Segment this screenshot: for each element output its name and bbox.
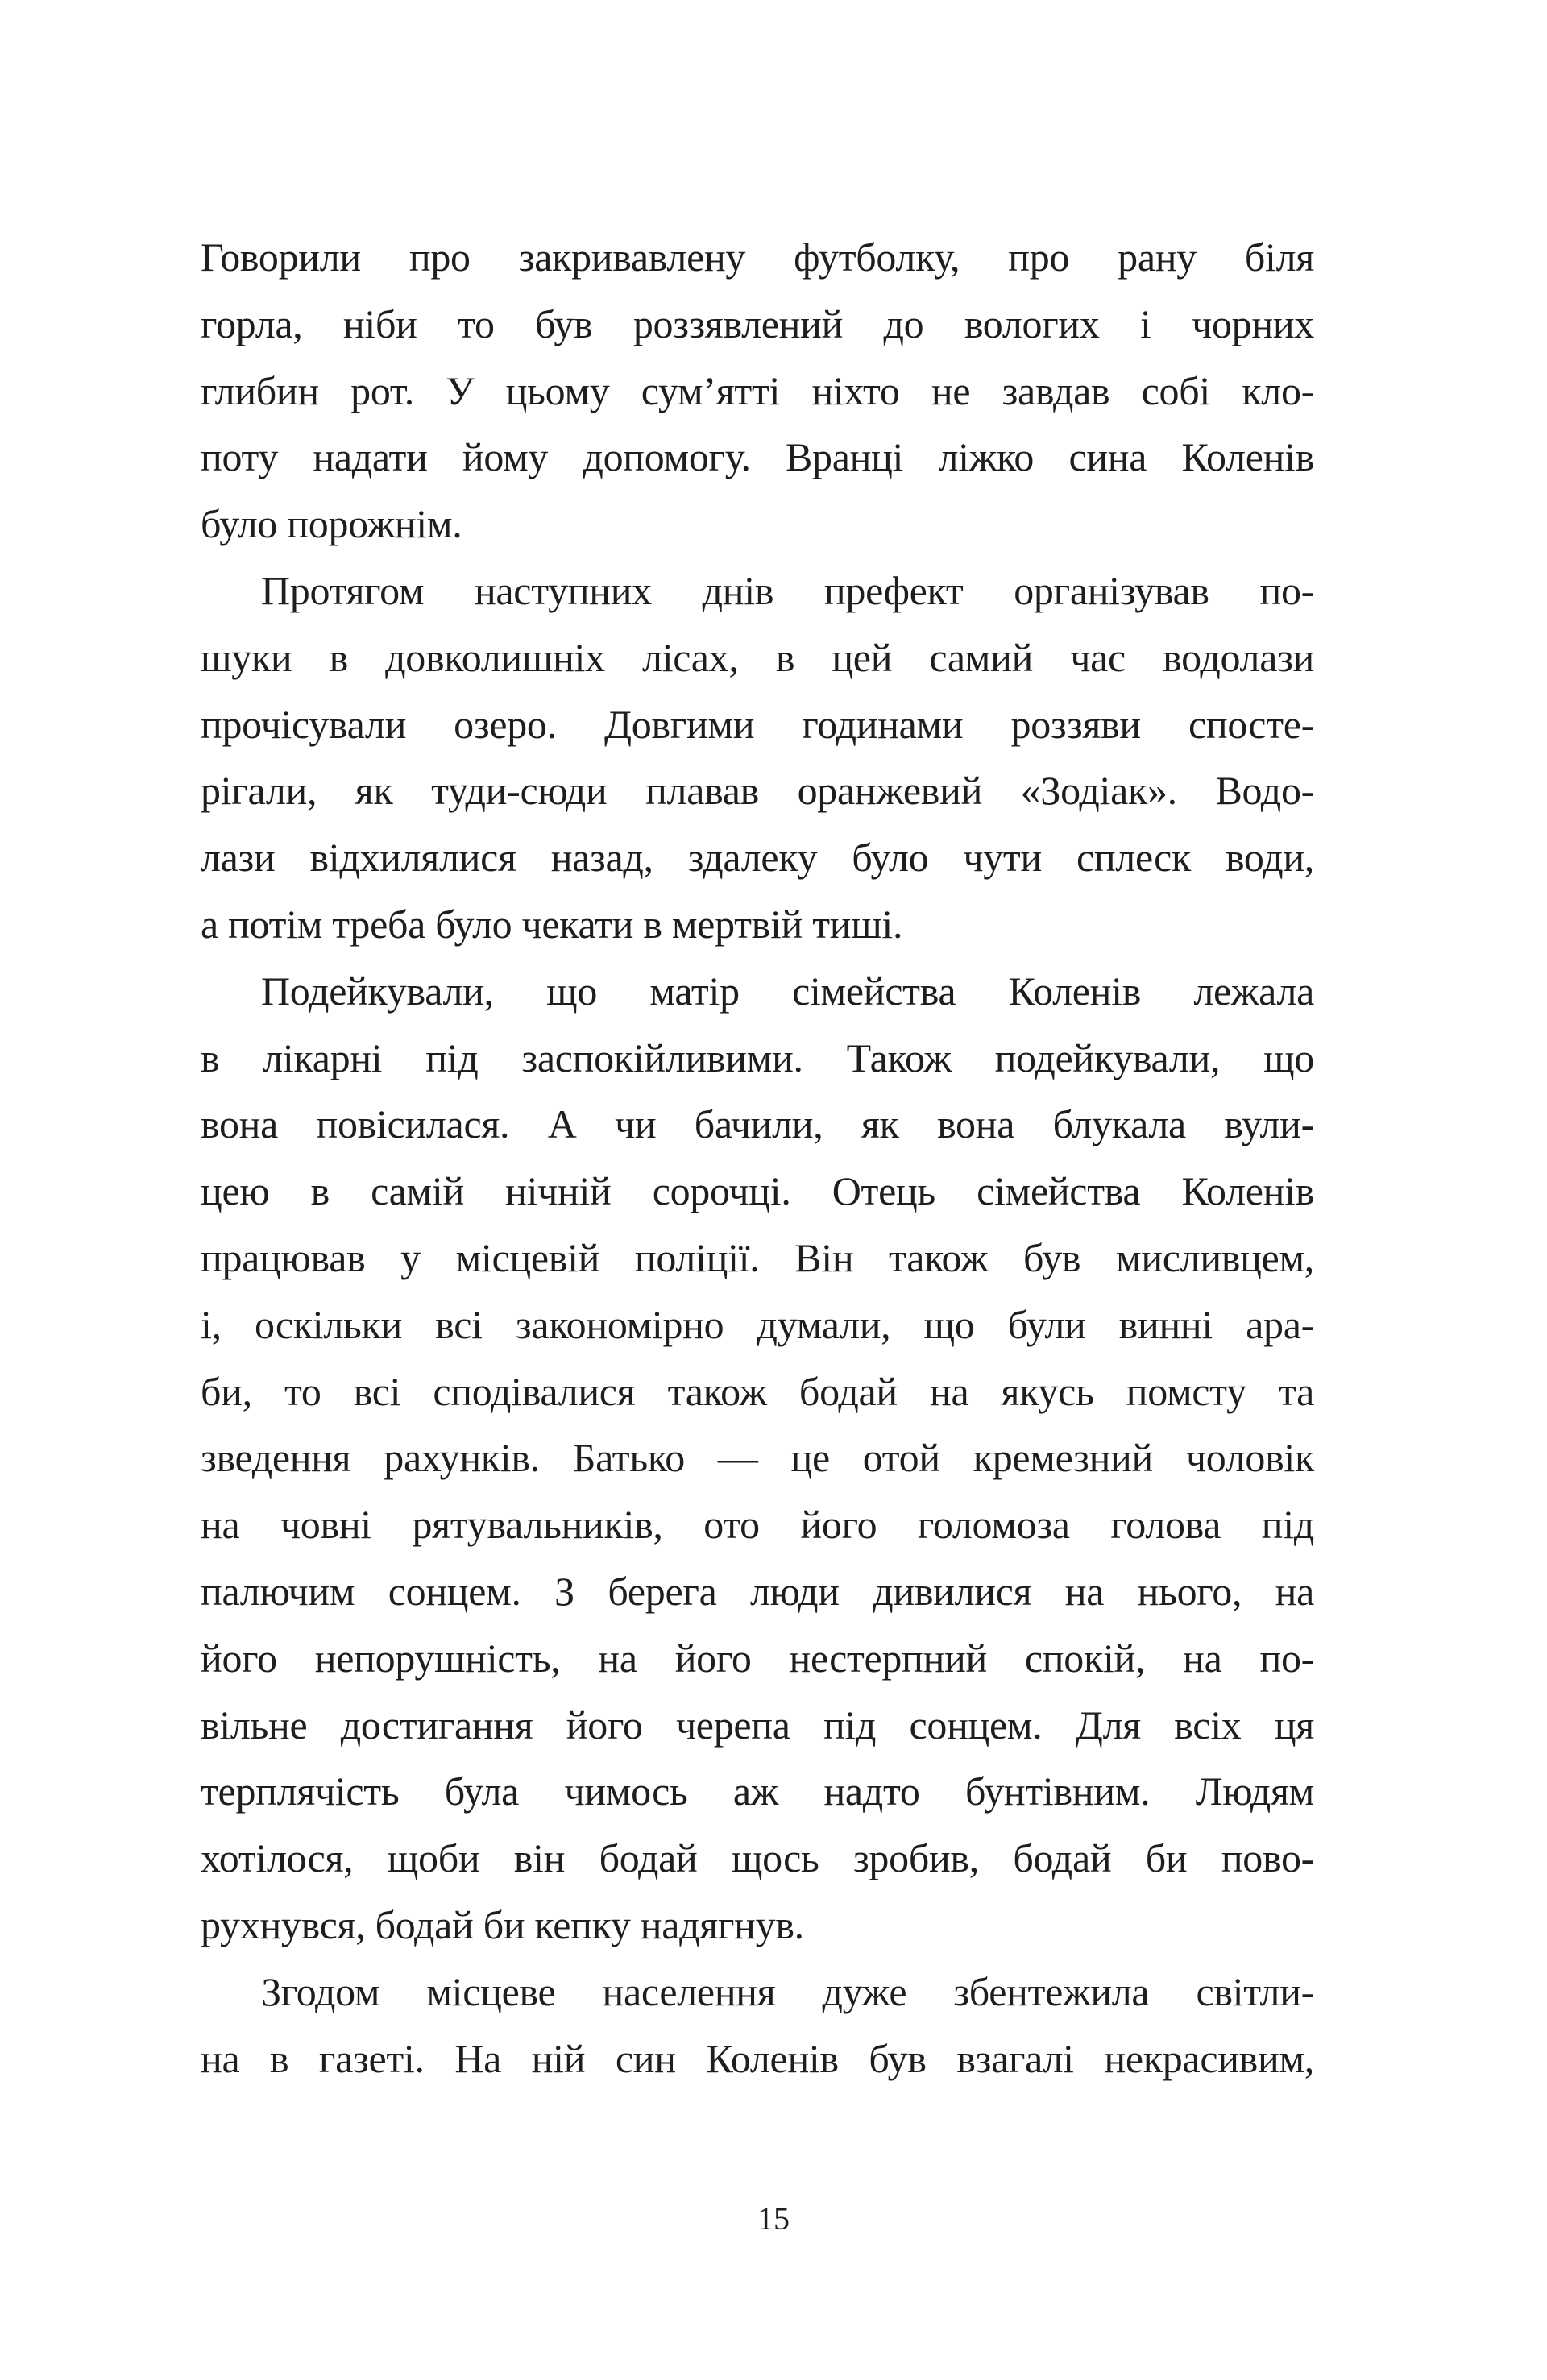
text-line: хотілося, щоби він бодай щось зробив, бодай би пово- bbox=[201, 1835, 1314, 1881]
text-line: його непорушність, на його нестерпний спокій, на по- bbox=[201, 1635, 1314, 1681]
text-line: вона повісилася. А чи бачили, як вона блукала вули- bbox=[201, 1101, 1314, 1147]
text-line: поту надати йому допомогу. Вранці ліжко сина Коленів bbox=[201, 434, 1314, 480]
text-line: глибин рот. У цьому сум’ятті ніхто не завдав собі кло- bbox=[201, 367, 1314, 413]
body-text bbox=[201, 224, 1314, 2092]
text-line: на в газеті. На ній син Коленів був взагалі некрасивим, bbox=[201, 2035, 1314, 2081]
text-line: зведення рахунків. Батько — це отой кремезний чоловік bbox=[201, 1435, 1314, 1481]
text-line: терплячість була чимось аж надто бунтівним. Людям bbox=[201, 1768, 1314, 1814]
text-line: Подейкували, що матір сімейства Коленів лежала bbox=[261, 968, 1314, 1014]
text-line: Говорили про закривавлену футболку, про рану біля bbox=[201, 234, 1314, 280]
text-line: рухнувся, бодай би кепку надягнув. bbox=[201, 1901, 804, 1947]
paragraph bbox=[201, 958, 1314, 1959]
text-line: і, оскільки всі закономірно думали, що були винні ара- bbox=[201, 1301, 1314, 1347]
text-line: шуки в довколишніх лісах, в цей самий час водолази bbox=[201, 634, 1314, 680]
text-line: горла, ніби то був роззявлений до вологих і чорних bbox=[201, 301, 1314, 346]
text-line: би, то всі сподівалися також бодай на якусь помсту та bbox=[201, 1368, 1314, 1414]
text-line: рігали, як туди-сюди плавав оранжевий «Зодіак». Водо- bbox=[201, 768, 1314, 814]
text-line: цею в самій нічній сорочці. Отець сімейства Коленів bbox=[201, 1168, 1314, 1214]
text-line: Протягом наступних днів префект організував по- bbox=[261, 567, 1314, 613]
page-number: 15 bbox=[757, 2200, 790, 2237]
paragraph bbox=[201, 558, 1314, 958]
text-line: палючим сонцем. З берега люди дивилися на нього, на bbox=[201, 1568, 1314, 1614]
text-line: лази відхилялися назад, здалеку було чути сплеск води, bbox=[201, 835, 1314, 881]
text-line: в лікарні під заспокійливими. Також подейкували, що bbox=[201, 1035, 1314, 1080]
text-line: на човні рятувальників, ото його голомоза голова під bbox=[201, 1502, 1314, 1548]
text-line: а потім треба було чекати в мертвій тиші. bbox=[201, 901, 903, 947]
paragraph bbox=[201, 1959, 1314, 2092]
text-line: прочісували озеро. Довгими годинами роззяви спосте- bbox=[201, 701, 1314, 747]
text-line: працював у місцевій поліції. Він також був мисливцем, bbox=[201, 1234, 1314, 1280]
paragraph bbox=[201, 224, 1314, 558]
text-line: вільне достигання його черепа під сонцем. Для всіх ця bbox=[201, 1702, 1314, 1748]
text-line: було порожнім. bbox=[201, 501, 462, 547]
text-line: Згодом місцеве населення дуже збентежила світли- bbox=[261, 1968, 1314, 2014]
